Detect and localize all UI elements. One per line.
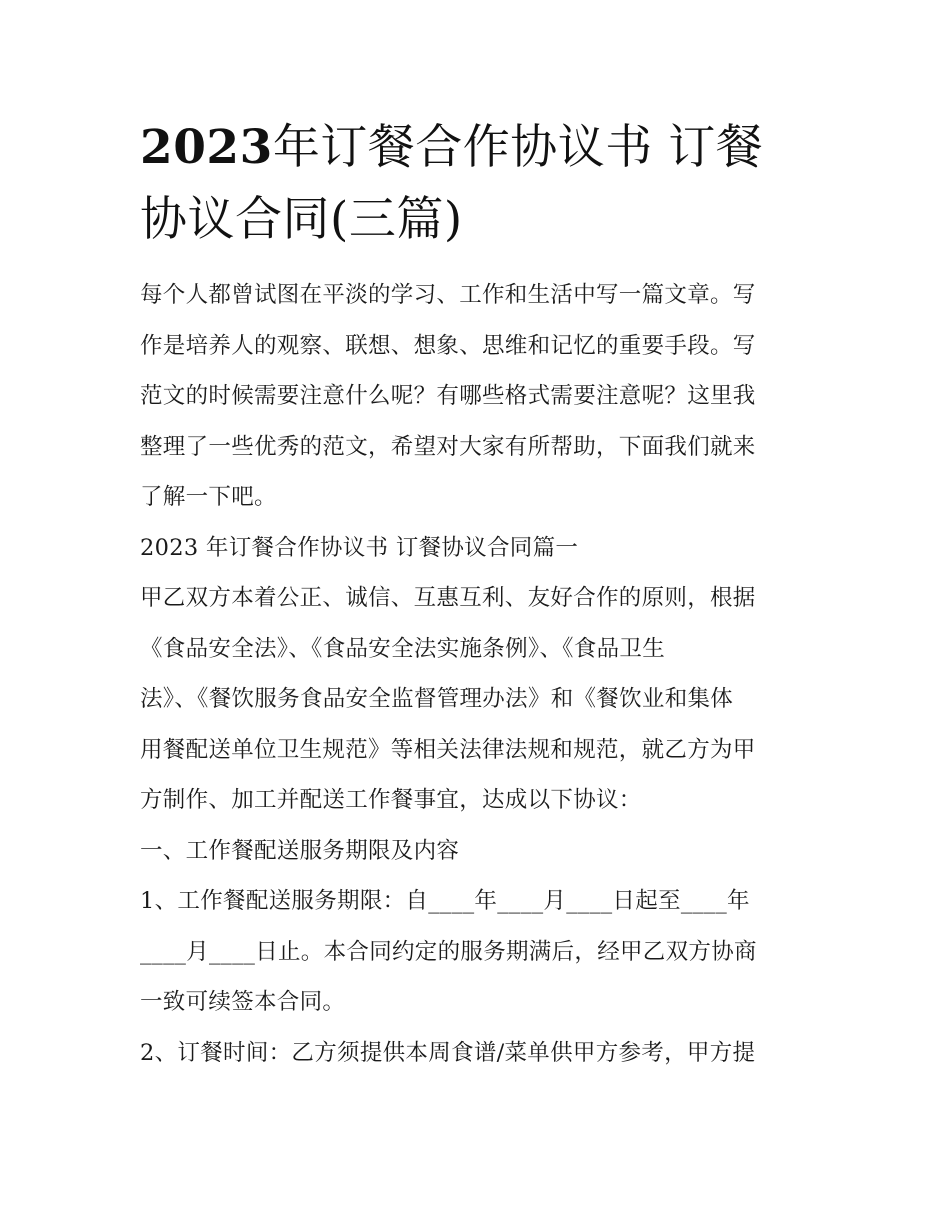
intro-line: 每个人都曾试图在平淡的学习、工作和生活中写一篇文章。写 <box>140 282 756 308</box>
clause-item-line: 1、工作餐配送服务期限：自____年____月____日起至____年 <box>140 888 750 914</box>
intro-line: 整理了一些优秀的范文，希望对大家有所帮助，下面我们就来 <box>140 433 756 460</box>
document-page <box>140 112 815 1078</box>
clause-item-line: 2、订餐时间：乙方须提供本周食谱/菜单供甲方参考，甲方提 <box>140 1039 756 1066</box>
preamble-line: 法》、《餐饮服务食品安全监督管理办法》和《餐饮业和集体 <box>140 686 734 712</box>
title-line-2: 协议合同(三篇) <box>140 192 463 247</box>
document-body <box>140 270 815 1078</box>
clause-heading-text: 一、工作餐配送服务期限及内容 <box>140 837 460 864</box>
preamble-paragraph <box>140 573 815 826</box>
preamble-line: 用餐配送单位卫生规范》等相关法律法规和规范，就乙方为甲 <box>140 736 756 763</box>
clause-heading <box>140 826 815 877</box>
clause-item-line: ____月____日止。本合同约定的服务期满后，经甲乙双方协商 <box>140 938 757 965</box>
section-heading-text: 2023 年订餐合作协议书 订餐协议合同篇一 <box>140 534 579 561</box>
clause-item-line: 一致可续签本合同。 <box>140 989 346 1015</box>
section-heading <box>140 523 815 574</box>
title-line-1-text: 年订餐合作协议书 订餐 <box>272 120 764 175</box>
preamble-line: 方制作、加工并配送工作餐事宜，达成以下协议： <box>140 787 642 813</box>
clause-item-1 <box>140 876 815 1028</box>
intro-line: 了解一下吧。 <box>140 484 277 510</box>
title-year: 2023 <box>140 120 273 175</box>
preamble-line: 《食品安全法》、《食品安全法实施条例》、《食品卫生 <box>140 635 666 662</box>
intro-line: 范文的时候需要注意什么呢？有哪些格式需要注意呢？这里我 <box>140 383 756 409</box>
intro-paragraph <box>140 270 815 523</box>
clause-item-2 <box>140 1028 815 1079</box>
preamble-line: 甲乙双方本着公正、诚信、互惠互利、友好合作的原则，根据 <box>140 585 756 611</box>
title-line-1 <box>140 112 815 184</box>
document-title <box>140 112 815 256</box>
intro-line: 作是培养人的观察、联想、想象、思维和记忆的重要手段。写 <box>140 332 756 359</box>
